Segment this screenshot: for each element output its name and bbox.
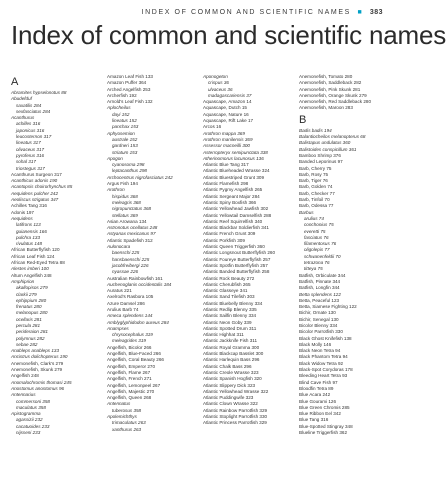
- index-entry: Angelfish, Coral Beauty 266: [107, 357, 164, 363]
- index-entry: Angelfish, Majestic 270: [107, 388, 155, 394]
- index-entry: Apolemichthys: [107, 414, 137, 420]
- index-column-1: [11, 74, 103, 474]
- index-entry: Atlantic Reef Squirrelfish 340: [203, 218, 263, 224]
- index-entry: Aquascape, Nature 16: [203, 111, 249, 117]
- index-entry: Atlantic Rainbow Parrotfish 329: [203, 407, 268, 413]
- index-entry: Atlantic Porkfish 309: [203, 237, 245, 243]
- index-entry: meleagris 368: [112, 199, 141, 205]
- index-entry: Arched Angelfish 253: [107, 86, 151, 92]
- index-entry: Arothron: [107, 187, 125, 193]
- index-entry: Blue Tang 316: [299, 417, 329, 423]
- index-entry: Atlantic Highhat 311: [203, 332, 244, 338]
- index-entry: Anampses: [107, 325, 129, 331]
- index-entry: gardneri 153: [112, 143, 138, 149]
- index-entry: leucosternon 317: [16, 134, 52, 140]
- index-entry: Atlantic Sailfin Blenny 334: [203, 313, 257, 319]
- index-entry: cyanosoma 298: [112, 162, 145, 168]
- index-entry: filamentosus 76: [304, 241, 337, 247]
- index-entry: Atlantic Blue Tang 317: [203, 162, 249, 168]
- index-entry: Barb, Golden 74: [299, 184, 333, 190]
- index-entry: Acanthurus Surgeon 317: [11, 171, 62, 177]
- index-entry: Anomalochromis thomasi 245: [11, 379, 72, 385]
- index-entry: frenatus 280: [16, 304, 42, 310]
- index-entry: Betta splendens 122: [299, 291, 341, 297]
- index-entry: japonicus 316: [16, 127, 45, 133]
- index-entry: Balantiocheilos melanopterus 68: [299, 134, 366, 140]
- index-entry: Azure Damsel 286: [107, 300, 145, 306]
- index-entry: Apistogramma: [11, 411, 41, 417]
- index-entry: Angelfish, Lemonpeel 267: [107, 382, 161, 388]
- index-column-2: [107, 74, 199, 474]
- index-entry: Aplocheilus: [107, 105, 131, 111]
- index-entry: meleagrides 319: [112, 338, 146, 344]
- index-entry: saxatilis 284: [16, 102, 42, 108]
- index-entry: achilles 316: [16, 121, 41, 127]
- index-entry: Angelfish, French 271: [107, 376, 152, 382]
- index-entry: lineatus 152: [112, 118, 137, 124]
- index-entry: Anemonefish, Clark's 279: [11, 360, 64, 366]
- index-entry: Aquascape, Amazon 14: [203, 99, 252, 105]
- index-entry: Blind Cave Fish 97: [299, 379, 338, 385]
- index-entry: Atlantic Redlip Blenny 335: [203, 306, 257, 312]
- page-number: 383: [369, 9, 383, 16]
- index-entry: Atlantic Clown Wrasse 322: [203, 401, 258, 407]
- index-entry: Atlantic Yellowtail Damselfish 288: [203, 212, 272, 218]
- index-entry: Black Neon Tetra 94: [299, 348, 341, 354]
- page-title: Index of common and scientific names: [11, 20, 446, 50]
- index-entry: Atlantic Stoplight Parrotfish 330: [203, 414, 268, 420]
- index-entry: Atlantic Yellowhead Jawfish 302: [203, 206, 269, 212]
- index-entry: Ameca splendens 144: [107, 313, 153, 319]
- index-entry: Angelfish, Blue-Faced 266: [107, 351, 161, 357]
- index-entry: Anemonefish, Orange Skunk 279: [299, 92, 367, 98]
- index-column-3: [203, 74, 295, 474]
- index-entry: Anemonefish, Pink Skunk 281: [299, 86, 361, 92]
- index-entry: pyroferus 316: [16, 152, 45, 158]
- index-letter-heading: B: [299, 113, 307, 126]
- index-entry: xanthurus 263: [112, 426, 142, 432]
- index-entry: Atlantic Jackknife Fish 311: [203, 338, 258, 344]
- index-entry: Aponogeton: [203, 74, 228, 79]
- index-entry: Atlantic Spadefish 312: [107, 237, 153, 243]
- index-entry: Atlantic Spotfin Butterflyfish 257: [203, 262, 268, 268]
- index-entry: Auratus 221: [107, 288, 132, 294]
- index-entry: Barb, Tiger 76: [299, 178, 328, 184]
- index-entry: schwanenfeldii 70: [304, 253, 341, 259]
- index-letter-heading: A: [11, 76, 19, 88]
- index-entry: conchonius 75: [304, 222, 334, 228]
- index-entry: African Red-Eyed Tetra 88: [11, 260, 65, 266]
- index-entry: Betta, Siamese Fighting 122: [299, 304, 357, 310]
- index-entry: Blue Gourami 126: [299, 398, 337, 404]
- index-entry: Batfish, Pinnate 344: [299, 278, 341, 284]
- index-entry: Atlantic Cherubfish 265: [203, 281, 251, 287]
- index-entry: Amphiprion: [11, 278, 35, 284]
- index-entry: Blue Acara 242: [299, 392, 331, 398]
- index-entry: Angelfish, Bicolor 266: [107, 344, 152, 350]
- index-entry: Adonis 197: [11, 209, 34, 215]
- index-entry: African Leaf Fish 124: [11, 253, 55, 259]
- index-entry: Anemonefish, Saddleback 282: [299, 80, 362, 86]
- index-entry: Black Widow Tetra 92: [299, 360, 344, 366]
- index-entry: Asian Arowana 134: [107, 218, 147, 224]
- index-entry: tuberosus 358: [112, 407, 142, 413]
- index-entry: Bichir, Senegal 130: [299, 316, 339, 322]
- index-entry: Blue Green Chromis 285: [299, 404, 350, 410]
- index-entry: clarkii 279: [16, 291, 37, 297]
- index-entry: perideraion 281: [16, 329, 48, 335]
- index-entry: Bleeding Heart Tetra 93: [299, 373, 348, 379]
- index-entry: Auchenoglanis occidentalis 184: [107, 281, 172, 287]
- index-entry: Atlantic Blackcap Basslet 300: [203, 351, 264, 357]
- index-entry: nyassae 226: [112, 269, 139, 275]
- index-entry: ulvaceus 36: [208, 86, 233, 92]
- index-entry: Black Phantom Tetra 94: [299, 354, 348, 360]
- index-entry: jacobfreibergi 226: [112, 262, 149, 268]
- index-entry: Achilles Tang 316: [11, 203, 47, 209]
- index-entry: crispus 36: [208, 80, 229, 86]
- index-entry: polymnus 282: [16, 335, 45, 341]
- index-entry: Apogon: [107, 155, 123, 161]
- index-entry: commersoni 358: [16, 398, 50, 404]
- index-entry: Black-Spot Corydoras 178: [299, 367, 353, 373]
- index-entry: maculatus 358: [16, 404, 46, 410]
- index-entry: Atlantic Longsnout Butterflyfish 260: [203, 250, 276, 256]
- index-entry: tetrazona 76: [304, 260, 330, 266]
- index-entry: triostegus 317: [16, 165, 45, 171]
- index-entry: Atlantic Spiny Boxfish 366: [203, 199, 257, 205]
- index-entry: Altum Angelfish 248: [11, 272, 52, 278]
- index-entry: Bicolor Parrotfish 330: [299, 329, 343, 335]
- index-entry: Atlantic Bluebelly Blenny 334: [203, 300, 263, 306]
- index-entry: Barb, Checker 77: [299, 190, 335, 196]
- index-entry: Black Ghost Knifefish 138: [299, 335, 352, 341]
- index-entry: nijsseni 233: [16, 430, 41, 436]
- index-entry: panchax 153: [112, 124, 139, 130]
- index-entry: Australian Rainbowfish 161: [107, 275, 163, 281]
- index-entry: Aeoliscus strigatus 347: [11, 197, 59, 203]
- index-entry: Angelfish, Emperor 270: [107, 363, 156, 369]
- index-entry: dayi 152: [112, 111, 130, 117]
- index-entry: Atlantic Banded Butterflyfish 258: [203, 269, 270, 275]
- index-entry: Atlantic Spotted Drum 311: [203, 325, 257, 331]
- index-entry: guianensis 166: [16, 228, 47, 234]
- index-entry: Acanthicus adonis 190: [11, 178, 58, 184]
- index-entry: Aphyosemion: [107, 130, 135, 136]
- index-entry: Abudefduf: [11, 96, 32, 102]
- index-entry: Bicolor Blenny 334: [299, 322, 338, 328]
- index-entry: hansbaenschi 225: [112, 256, 150, 262]
- index-entry: sohal 317: [16, 159, 36, 165]
- index-entry: Amazon Leaf Fish 133: [107, 74, 153, 79]
- index-entry: Alestes imberi 100: [11, 266, 49, 272]
- index-entry: Abramites hypselonotus 88: [11, 90, 67, 95]
- index-entry: Atlantic Sand Tilefish 303: [203, 294, 255, 300]
- index-entry: sexfasciatus 284: [16, 108, 51, 114]
- index-entry: Antennatus: [107, 401, 131, 407]
- index-entry: Archocentrus nigrofasciatus 242: [107, 174, 173, 180]
- index-entry: Bloodfin Tetra 89: [299, 385, 334, 391]
- index-columns: [11, 74, 391, 474]
- index-entry: Anemonefish, Tomato 280: [299, 74, 353, 79]
- index-entry: latifrons 113: [16, 222, 41, 228]
- index-entry: agassizii 232: [16, 417, 43, 423]
- index-entry: Balistoides conspicillum 361: [299, 146, 357, 152]
- index-entry: Arulius Barb 74: [107, 306, 139, 312]
- index-entry: Atlantic Rock Beauty 272: [203, 275, 255, 281]
- index-entry: Atlantic Neon Goby 339: [203, 319, 252, 325]
- index-entry: australe 152: [112, 136, 138, 142]
- index-entry: Bamboo Shrimp 376: [299, 152, 341, 158]
- index-entry: Atlantic Creole Wrasse 323: [203, 369, 259, 375]
- index-entry: Angelfish 248: [11, 373, 39, 379]
- index-entry: Atlantic French Grunt 309: [203, 231, 256, 237]
- index-entry: Asterropteryx semipunctata 338: [203, 149, 268, 155]
- index-entry: Batfish, Orbiculate 344: [299, 272, 346, 278]
- index-entry: Atlantic Yellowhead Wrasse 322: [203, 388, 269, 394]
- index-entry: Banded Leporinus 97: [299, 159, 343, 165]
- index-entry: Antennarius: [11, 392, 36, 398]
- index-entry: akallopisos 279: [16, 285, 48, 291]
- running-head-separator: ■: [357, 9, 364, 16]
- index-entry: Bichir, Ornate 130: [299, 310, 336, 316]
- index-entry: Astronotus ocellatus 248: [107, 225, 158, 231]
- index-entry: Atlantic Flamefish 298: [203, 181, 249, 187]
- index-entry: Blue Ribbon Eel 342: [299, 411, 341, 417]
- index-entry: African Butterflyfish 120: [11, 247, 60, 253]
- index-entry: Argus Fish 194: [107, 181, 138, 187]
- index-entry: Atlantic Glasseye 341: [203, 288, 248, 294]
- index-entry: Anemonefish, Maroon 283: [299, 105, 353, 111]
- index-entry: Acanthurus: [11, 115, 35, 121]
- index-entry: Aequidens pulcher 242: [11, 190, 58, 196]
- index-entry: madagascariensis 37: [208, 92, 252, 98]
- index-entry: Aquascape, Dutch 15: [203, 105, 247, 111]
- index-entry: Barb, Tinfoil 70: [299, 197, 330, 203]
- index-entry: Astyanax mexicanus 97: [107, 231, 156, 237]
- index-entry: Arothron mappa 369: [203, 130, 245, 136]
- index-entry: rivulatus 148: [16, 241, 43, 247]
- index-entry: Atlantic Blackbar Soldierfish 341: [203, 225, 269, 231]
- index-entry: cacatuoides 233: [16, 423, 50, 429]
- running-head: [142, 9, 383, 16]
- index-entry: Atlantic Pygmy Angelfish 265: [203, 187, 263, 193]
- index-entry: Atlantic Sergeant Major 284: [203, 193, 260, 199]
- index-entry: Barb, Odessa 77: [299, 203, 334, 209]
- index-entry: Amazon Puffer 364: [107, 80, 147, 86]
- index-entry: lineatus 317: [16, 140, 41, 146]
- index-entry: Anemonefish, Red Saddleback 280: [299, 99, 372, 105]
- index-entry: Atlantic Chalk Bass 296: [203, 363, 252, 369]
- index-entry: Black Molly 146: [299, 341, 332, 347]
- index-entry: melanopus 280: [16, 310, 48, 316]
- index-entry: arulius 74: [304, 215, 324, 221]
- index-entry: pulchra 133: [16, 234, 41, 240]
- index-entry: Axelrod's Rasbora 105: [107, 294, 154, 300]
- index-entry: Arothron manilensis 369: [203, 136, 253, 142]
- index-entry: Atlantic Bluestriped Grunt 309: [203, 174, 265, 180]
- index-entry: Angelfish, Queen 268: [107, 395, 152, 401]
- index-entry: Atlantic Princess Parrotfish 329: [203, 420, 267, 426]
- index-entry: Anemonefish, Skunk 279: [11, 367, 63, 373]
- index-entry: Atlantic Blueheaded Wrasse 324: [203, 168, 270, 174]
- index-entry: percula 281: [16, 322, 41, 328]
- index-entry: Balistapus undulatus 360: [299, 140, 351, 146]
- index-entry: Assessor macneilli 300: [203, 143, 250, 149]
- index-entry: Badis badis 194: [299, 127, 332, 133]
- running-head-section: INDEX OF COMMON AND SCIENTIFIC NAMES: [141, 9, 351, 16]
- index-entry: baenschi 225: [112, 250, 140, 256]
- index-entry: nigropunctatus 368: [112, 206, 152, 212]
- index-entry: Barb, Rosy 75: [299, 171, 329, 177]
- index-entry: everetti 75: [304, 228, 326, 234]
- index-entry: Anostomus anostomus 96: [11, 385, 65, 391]
- index-entry: Barb, Cherry 75: [299, 165, 332, 171]
- index-entry: Aquascape, Rift Lake 17: [203, 118, 254, 124]
- index-entry: Blueline Triggerfish 362: [299, 430, 348, 436]
- index-entry: Batfish, Longfin 344: [299, 285, 340, 291]
- index-entry: Angelfish, Flame 267: [107, 369, 151, 375]
- index-column-4: [299, 74, 391, 474]
- index-entry: Atlantic Spanish Hogfish 320: [203, 376, 262, 382]
- index-entry: Aulonocara: [107, 244, 131, 250]
- index-entry: ocellaris 281: [16, 316, 42, 322]
- index-entry: Ancistrus dolichopterus 190: [11, 354, 68, 360]
- index-entry: ephippium 280: [16, 297, 47, 303]
- index-entry: Atlantic Queen Triggerfish 360: [203, 244, 265, 250]
- index-entry: striatum 153: [112, 149, 138, 155]
- index-entry: sebae 282: [16, 341, 38, 347]
- index-entry: trimaculatus 263: [112, 420, 146, 426]
- index-entry: Archerfish 192: [107, 92, 137, 98]
- index-entry: Betta, Peaceful 123: [299, 297, 340, 303]
- index-entry: Amblyglyphidodon aureus 284: [107, 319, 169, 325]
- index-entry: fasciatus 76: [304, 234, 329, 240]
- index-entry: Blue-Spotted Stingray 348: [299, 423, 353, 429]
- index-entry: Atlantic Royal Gramma 300: [203, 344, 260, 350]
- index-entry: olivaceus 317: [16, 146, 45, 152]
- index-entry: Atlantic Puddingwife 323: [203, 395, 254, 401]
- index-entry: titteya 75: [304, 266, 323, 272]
- index-entry: Atlantic Foureye Butterflyfish 257: [203, 256, 271, 262]
- index-entry: Acantopsis choirorhynchus 85: [11, 184, 73, 190]
- index-entry: Atlantic Slippery Dick 323: [203, 382, 256, 388]
- index-entry: Atlantic Harlequin Bass 296: [203, 357, 260, 363]
- index-entry: Anableps anableps 133: [11, 348, 60, 354]
- index-entry: hispidus 368: [112, 193, 138, 199]
- index-entry: chrysocephalus 319: [112, 332, 153, 338]
- index-entry: Arnold's Leaf Fish 132: [107, 99, 153, 105]
- index-entry: Aequidens: [11, 215, 33, 221]
- index-entry: Arcos 16: [203, 124, 222, 130]
- index-entry: Atherinomorus lacunosus 136: [203, 155, 264, 161]
- index-entry: stellatus 369: [112, 212, 138, 218]
- index-entry: Barbus: [299, 209, 314, 215]
- index-entry: oligolepis 77: [304, 247, 330, 253]
- index-entry: leptacanthus 298: [112, 168, 147, 174]
